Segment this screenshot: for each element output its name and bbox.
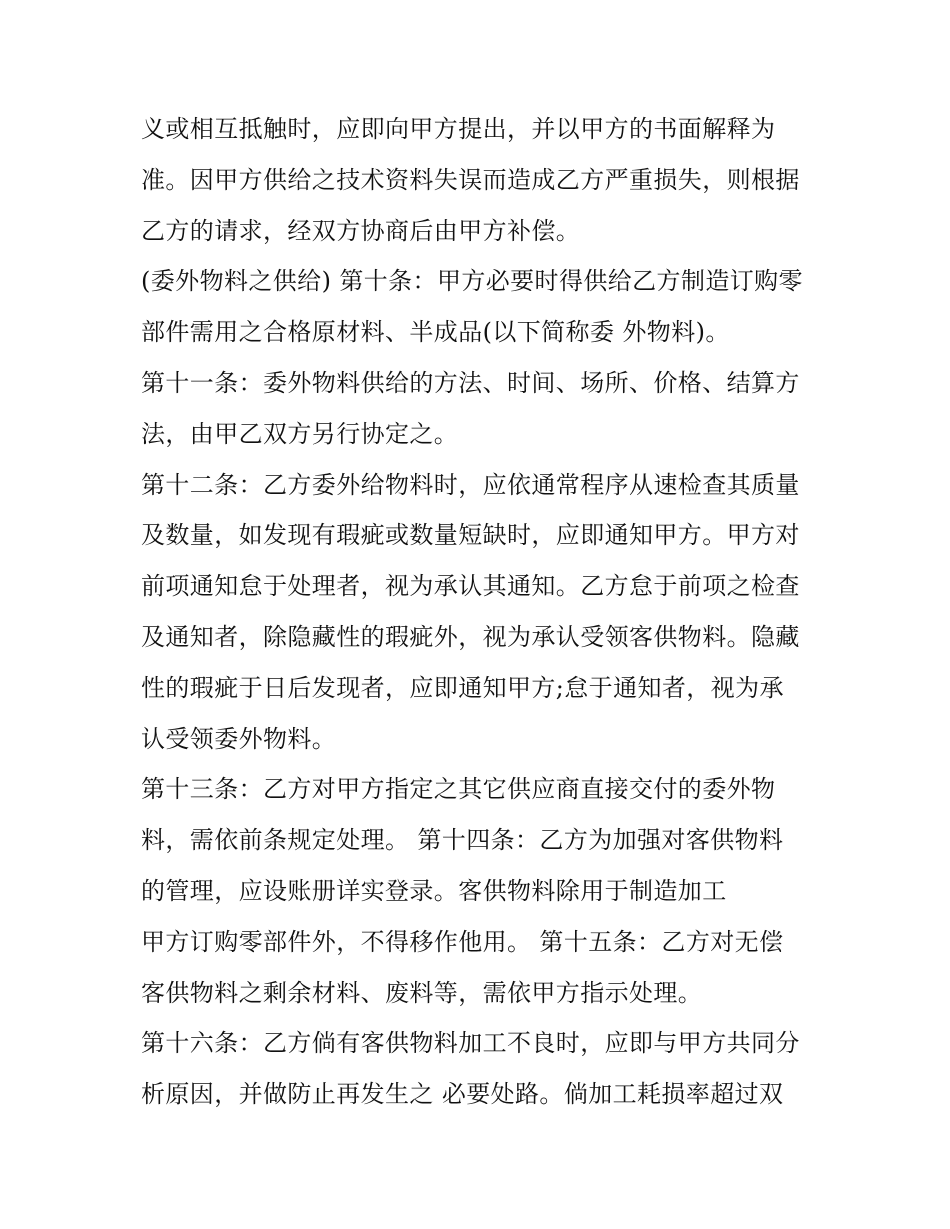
text-line: 第十二条：乙方委外给物料时，应依通常程序从速检查其质量 <box>141 470 800 499</box>
text-line: 析原因，并做防止再发生之 必要处路。倘加工耗损率超过双 <box>141 1080 784 1109</box>
text-line: 法，由甲乙双方另行协定之。 <box>141 419 459 448</box>
text-line: 及通知者，除隐藏性的瑕疵外，视为承认受领客供物料。隐藏 <box>141 622 800 651</box>
text-line: 甲方订购零部件外，不得移作他用。 第十五条：乙方对无偿 <box>141 927 784 956</box>
text-line: 的管理，应设账册详实登录。客供物料除用于制造加工 <box>141 876 727 905</box>
text-line: 性的瑕疵于日后发现者，应即通知甲方;怠于通知者，视为承 <box>141 673 784 702</box>
text-line: (委外物料之供给) 第十条：甲方必要时得供给乙方制造订购零 <box>141 267 803 296</box>
text-line: 及数量，如发现有瑕疵或数量短缺时，应即通知甲方。甲方对 <box>141 521 800 550</box>
text-line: 客供物料之剩余材料、废料等，需依甲方指示处理。 <box>141 978 703 1007</box>
text-line: 乙方的请求，经双方协商后由甲方补偿。 <box>141 216 581 245</box>
text-line: 第十三条：乙方对甲方指定之其它供应商直接交付的委外物 <box>141 775 776 804</box>
text-line: 第十一条：委外物料供给的方法、时间、场所、价格、结算方 <box>141 368 800 397</box>
text-line: 第十六条：乙方倘有客供物料加工不良时，应即与甲方共同分 <box>141 1029 800 1058</box>
text-line: 前项通知怠于处理者，视为承认其通知。乙方怠于前项之检查 <box>141 572 800 601</box>
text-line: 准。因甲方供给之技术资料失误而造成乙方严重损失，则根据 <box>141 165 800 194</box>
text-line: 认受领委外物料。 <box>141 724 337 753</box>
text-line: 料，需依前条规定处理。 第十四条：乙方为加强对客供物料 <box>141 826 784 855</box>
text-line: 部件需用之合格原材料、半成品(以下简称委 外物料)。 <box>141 318 730 347</box>
text-line: 义或相互抵触时，应即向甲方提出，并以甲方的书面解释为 <box>141 115 776 143</box>
contract-text <box>141 110 831 1126</box>
